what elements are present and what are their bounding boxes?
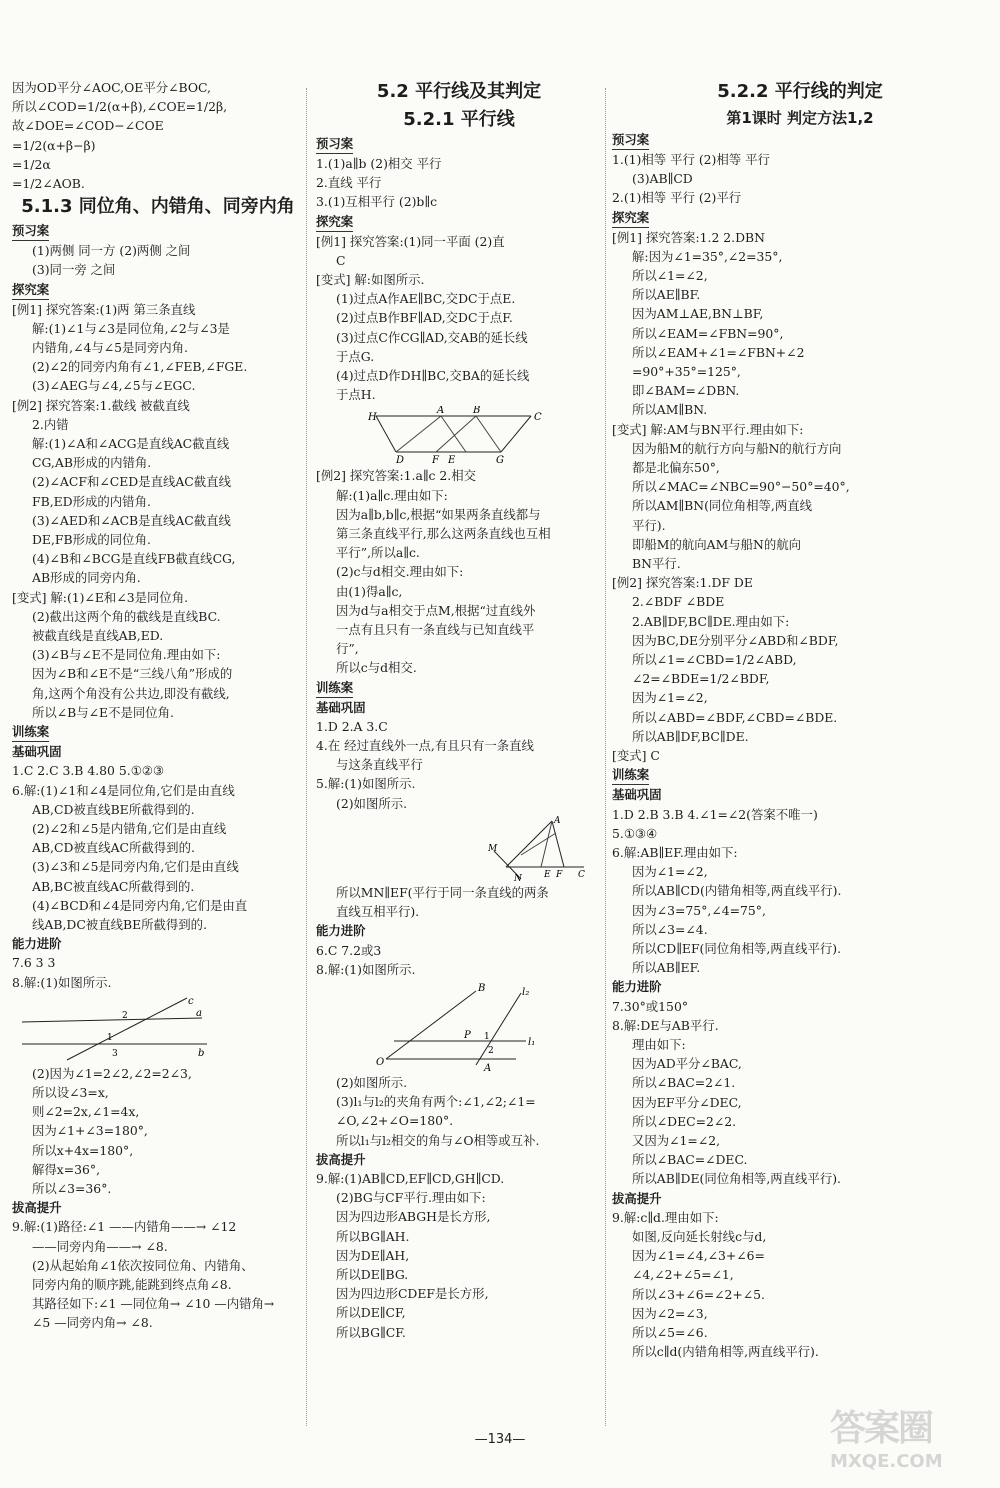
text-line: ∠4,∠2+∠5=∠1, [632,1267,734,1283]
text-line: (2)c与d相交.理由如下: [336,564,464,580]
text-line: 基础巩固 [612,787,662,803]
svg-text:G: G [496,455,504,465]
text-line: 所以AE∥BF. [632,287,701,303]
text-line: 8.解:DE与AB平行. [612,1017,719,1033]
svg-text:N: N [514,873,522,881]
text-line: (4)∠BCD和∠4是同旁内角,它们是由直 [32,897,248,913]
text-line: 所以AM∥BN(同位角相等,两直线 [632,498,812,514]
text-line: 线AB,DC被直线BE所截得到的. [32,916,208,932]
text-line: 1.(1)a∥b (2)相交 平行 [316,156,442,171]
text-line: 因为BC,DE分别平分∠ABD和∠BDF, [632,632,839,648]
text-line: 基础巩固 [12,744,62,760]
text-line: 2.(1)相等 平行 (2)平行 [612,190,742,206]
text-line: 因为∠3=75°,∠4=75°, [632,902,766,918]
text-line: 所以∠MAC=∠NBC=90°−50°=40°, [632,479,850,495]
text-line: 拔高提升 [612,1190,662,1206]
figure-intersecting-lines [12,994,212,1062]
svg-text:D: D [396,455,405,465]
section-tag: 探究案 [12,280,49,300]
text-line: 于点H. [336,387,376,403]
watermark-text: 答案圈 [830,1408,933,1449]
text-line: 所以∠BAC=2∠1. [632,1075,736,1091]
text-line: 所以∠1=∠CBD=1/2∠ABD, [632,652,797,668]
text-line: 即船M的航向AM与船N的航向 [632,536,802,552]
svg-text:F: F [432,455,439,465]
text-line: 由(1)得a∥c, [336,583,403,599]
text-line: =1/2∠AOB. [12,176,85,192]
text-line: 6.解:(1)∠1和∠4是同位角,它们是由直线 [12,782,235,798]
svg-text:A: A [437,406,445,417]
text-line: [例2] 探究答案:1.截线 被截直线 [12,397,190,413]
label-b: b [198,1047,205,1059]
text-line: [例2] 探究答案:1.a∥c 2.相交 [316,468,477,484]
text-line: (2)如图所示. [336,1074,408,1090]
text-line: 因为DE∥AH, [336,1247,410,1263]
text-line: 于点G. [336,348,375,364]
text-line: 行”, [336,641,359,657]
text-line: 所以∠BAC=∠DEC. [632,1152,748,1168]
svg-text:P: P [464,1029,471,1041]
text-line: 同旁内角的顺序跳,能跳到终点角∠8. [32,1276,232,1292]
text-line: 8.解:(1)如图所示. [12,974,112,990]
label-c: c [188,995,194,1007]
section-tag: 训练案 [316,678,353,698]
section-tag: 预习案 [12,221,49,241]
text-line: 则∠2=2x,∠1=4x, [32,1104,140,1120]
text-line: 拔高提升 [12,1200,62,1216]
text-line: 3.(1)互相平行 (2)b∥c [316,194,438,210]
text-line: 平行”,所以a∥c. [336,545,420,561]
text-line: 所以∠EAM+∠1=∠FBN+∠2 [632,344,805,360]
text-line: 所以∠5=∠6. [632,1324,708,1340]
text-line: 4.在 经过直线外一点,有且只有一条直线 [316,738,534,754]
svg-text:E: E [448,455,456,465]
svg-text:l₁: l₁ [528,1036,536,1048]
text-line: ∠5 —同旁内角→ ∠8. [32,1315,153,1331]
column-middle [316,78,602,1342]
svg-text:A: A [484,1062,492,1071]
text-line: (3)过点C作CG∥AD,交AB的延长线 [336,329,528,345]
text-line: 所以AB∥DE(同位角相等,两直线平行). [632,1171,841,1187]
text-line: (3)同一旁 之间 [32,262,116,278]
text-line: 所以MN∥EF(平行于同一条直线的两条 [336,884,549,900]
text-line: 因为∠1+∠3=180°, [32,1123,148,1139]
text-line: 因为AD平分∠BAC, [632,1056,742,1072]
text-line: 所以∠COD=1/2(α+β),∠COE=1/2β, [12,99,228,115]
text-line: [例1] 探究答案:(1)两 第三条直线 [12,301,196,317]
text-line: 解得x=36°, [32,1161,101,1177]
text-line: 所以AB∥CD(内错角相等,两直线平行). [632,883,842,899]
text-line: [例1] 探究答案:(1)同一平面 (2)直 [316,233,505,249]
text-line: (2)∠2和∠5是内错角,它们是由直线 [32,820,227,836]
text-line: 5.①③④ [612,825,658,841]
svg-text:1: 1 [484,1031,490,1042]
text-line: 解:因为∠1=35°,∠2=35°, [632,248,783,264]
svg-text:C: C [534,412,542,424]
text-line: 理由如下: [632,1036,686,1052]
text-line: 2.直线 平行 [316,175,382,191]
tag-row [612,130,988,150]
text-line: 1.D 2.A 3.C [316,718,388,734]
text-line: (2)∠ACF和∠CED是直线AC截直线 [32,474,231,490]
figure-triangle-parallels [316,815,586,881]
text-line: 8.解:(1)如图所示. [316,961,416,977]
section-title: 5.2.1 平行线 [403,109,515,130]
text-line: 因为四边形CDEF是长方形, [336,1286,489,1302]
text-line: 能力进阶 [612,979,662,995]
text-line: (3)l₁与l₂的夹角有两个:∠1,∠2;∠1= [336,1094,536,1110]
text-line: 因为四边形ABGH是长方形, [336,1209,491,1225]
text-line: 被截直线是直线AB,ED. [32,628,164,644]
label-3: 3 [112,1048,118,1059]
text-line: 所以∠DEC=2∠2. [632,1113,737,1129]
text-line: (1)两侧 同一方 (2)两侧 之间 [32,243,191,259]
label-a: a [196,1007,202,1019]
text-line: 所以BG∥CF. [336,1324,406,1340]
tag-row [12,722,304,742]
text-line: (2)如图所示. [336,795,408,811]
text-line: 所以∠EAM=∠FBN=90°, [632,325,784,341]
svg-text:E: E [544,869,551,880]
text-line: (2)过点B作BF∥AD,交DC于点F. [336,310,513,326]
text-line: [变式] 解:(1)∠E和∠3是同位角. [12,589,189,605]
text-line: 能力进阶 [316,923,366,939]
text-line: [例2] 探究答案:1.DF DE [612,575,753,591]
section-tag: 探究案 [612,208,649,228]
text-line: 所以∠1=∠2, [632,268,708,284]
text-line: =90°+35°=125°, [632,364,741,380]
label-2: 2 [122,1010,128,1021]
text-line: 1.D 2.B 3.B 4.∠1=∠2(答案不唯一) [612,806,818,822]
text-line: 所以CD∥EF(同位角相等,两直线平行). [632,940,842,956]
text-line: 所以AB∥EF. [632,960,701,976]
text-line: (2)因为∠1=2∠2,∠2=2∠3, [32,1065,192,1081]
section-title: 5.2.2 平行线的判定 [717,81,883,102]
text-line: 所以BG∥AH. [336,1228,410,1244]
text-line: 解:(1)∠A和∠ACG是直线AC截直线 [32,436,230,452]
text-line: (2)截出这两个角的截线是直线BC. [32,608,221,624]
text-line: 因为EF平分∠DEC, [632,1094,742,1110]
watermark-domain: MXQE.COM [830,1451,943,1472]
section-title: 5.1.3 同位角、内错角、同旁内角 [21,196,295,218]
text-line: 1.(1)相等 平行 (2)相等 平行 [612,152,770,167]
text-line: 所以设∠3=x, [32,1084,109,1100]
text-line: 一点有且只有一条直线与已知直线平 [336,622,535,638]
text-line: 拔高提升 [316,1151,366,1167]
text-line: ∠2=∠BDE=1/2∠BDF, [632,671,770,687]
page-number: —134— [474,1432,526,1447]
text-line: 所以∠ABD=∠BDF,∠CBD=∠BDE. [632,709,838,725]
text-line: 能力进阶 [12,936,62,952]
text-line: 6.解:AB∥EF.理由如下: [612,844,738,860]
text-line: 所以∠3+∠6=∠2+∠5. [632,1286,765,1302]
text-line: 因为∠1=∠2, [632,864,708,880]
text-line: [例1] 探究答案:1.2 2.DBN [612,229,765,245]
text-line: (3)∠AEG与∠4,∠5与∠EGC. [32,378,196,394]
text-line: =1/2(α+β−β) [12,137,96,153]
figure-trapezoid-parallels [316,406,576,464]
text-line: (2)BG与CF平行.理由如下: [336,1190,486,1206]
text-line: 所以AM∥BN. [632,402,708,418]
text-line: AB,CD被直线AC所截得到的. [32,840,195,856]
text-line: (4)过点D作DH∥BC,交BA的延长线 [336,368,530,384]
svg-text:C: C [578,869,585,880]
text-line: 解:(1)a∥c.理由如下: [336,487,448,503]
svg-text:F: F [556,869,563,880]
text-line: 所以c与d相交. [336,660,417,676]
text-line: 因为∠1=∠2, [632,690,708,706]
column-divider [306,88,307,1426]
tag-row [316,134,602,154]
figure-angle-lines [316,981,556,1071]
tag-row [612,765,988,785]
text-line: 所以x+4x=180°, [32,1142,134,1158]
text-line: 5.解:(1)如图所示. [316,776,416,792]
text-line: 角,这两个角没有公共边,即没有截线, [32,685,230,701]
text-line: (3)∠B与∠E不是同位角.理由如下: [32,647,221,663]
section-tag: 预习案 [316,134,353,154]
text-line: (4)∠B和∠BCG是直线FB截直线CG, [32,551,236,567]
text-line: [变式] C [612,748,660,764]
text-line: 内错角,∠4与∠5是同旁内角. [32,340,188,356]
text-line: (1)过点A作AE∥BC,交DC于点E. [336,291,516,307]
section-tag: 训练案 [612,765,649,785]
text-line: 即∠BAM=∠DBN. [632,383,740,399]
text-line: 2.∠BDF ∠BDE [632,594,725,610]
text-line: 如图,反向延长射线c与d, [632,1228,767,1244]
text-line: 所以∠3=∠4. [632,921,708,937]
label-1: 1 [107,1032,113,1043]
text-line: (2)∠2的同旁内角有∠1,∠FEB,∠FGE. [32,359,248,375]
text-line: (3)AB∥CD [632,171,693,187]
text-line: 第三条直线平行,那么这两条直线也互相 [336,526,551,542]
svg-text:B: B [473,406,481,417]
text-line: 2.内错 [32,416,69,432]
text-line: 2.AB∥DF,BC∥DE.理由如下: [632,613,790,629]
text-line: 所以DE∥BG. [336,1266,409,1282]
text-line: 9.解:(1)路径:∠1 ——内错角——→ ∠12 [12,1219,237,1235]
svg-text:H: H [368,412,377,424]
svg-text:O: O [376,1056,385,1068]
svg-text:l₂: l₂ [522,986,530,998]
tag-row [316,212,602,232]
text-line: ∠O,∠2+∠O=180°. [336,1113,454,1129]
text-line: 因为∠1=∠4,∠3+∠6= [632,1248,765,1264]
text-line: 1.C 2.C 3.B 4.80 5.①②③ [12,763,165,779]
text-line: C [336,252,346,268]
text-line: (3)∠3和∠5是同旁内角,它们是由直线 [32,859,239,875]
text-line: DE,FB形成的同位角. [32,532,151,548]
text-line: BN平行. [632,556,681,572]
text-line: 因为∠2=∠3, [632,1305,708,1321]
column-right [612,78,988,1361]
svg-text:2: 2 [488,1045,494,1056]
text-line: 所以c∥d(内错角相等,两直线平行). [632,1344,819,1360]
text-line: (2)从起始角∠1依次按同位角、内错角、 [32,1257,254,1273]
text-line: CG,AB形成的内错角. [32,455,152,471]
section-tag: 预习案 [612,130,649,150]
text-line: 又因为∠1=∠2, [632,1132,721,1148]
text-line: 直线互相平行). [336,904,420,920]
text-line: 都是北偏东50°, [632,460,720,476]
section-tag: 探究案 [316,212,353,232]
text-line: 6.C 7.2或3 [316,942,382,958]
text-line: AB形成的同旁内角. [32,570,141,586]
text-line: AB,CD被直线BE所截得到的. [32,801,195,817]
text-line: (3)∠AED和∠ACB是直线AC截直线 [32,512,231,528]
tag-row [12,280,304,300]
svg-text:B: B [478,982,486,994]
text-line: 7.6 3 3 [12,955,56,971]
svg-text:M: M [488,843,498,854]
watermark-logo [830,1400,990,1478]
tag-row [612,208,988,228]
text-line: 解:(1)∠1与∠3是同位角,∠2与∠3是 [32,320,230,336]
text-line: 因为a∥b,b∥c,根据“如果两条直线都与 [336,506,541,522]
column-left [12,78,304,1333]
text-line: 所以∠B与∠E不是同位角. [32,704,174,720]
column-divider [605,88,606,1426]
text-line: AB,BC被直线AC所截得到的. [32,878,195,894]
text-line: 因为AM⊥AE,BN⊥BF, [632,306,764,322]
text-line: 9.解:c∥d.理由如下: [612,1209,719,1225]
text-line: [变式] 解:如图所示. [316,272,425,288]
text-line: 所以l₁与l₂相交的角与∠O相等或互补. [336,1132,540,1148]
text-line: 其路径如下:∠1 —同位角→ ∠10 —内错角→ [32,1296,275,1312]
text-line: 所以AB∥DF,BC∥DE. [632,728,749,744]
text-line: 因为船M的航行方向与船N的航行方向 [632,440,842,456]
text-line: 基础巩固 [316,699,366,715]
tag-row [316,678,602,698]
text-line: 因为d与a相交于点M,根据“过直线外 [336,602,536,618]
text-line: 平行). [632,517,666,533]
text-line: 所以∠3=36°. [32,1180,112,1196]
text-line: FB,ED形成的内错角. [32,493,151,509]
text-line: =1/2α [12,156,51,172]
text-line: 7.30°或150° [612,998,689,1014]
lesson-title: 第1课时 判定方法1,2 [726,109,874,127]
text-line: 因为∠B和∠E不是“三线八角”形成的 [32,666,233,682]
text-line: [变式] 解:AM与BN平行.理由如下: [612,421,804,437]
text-line: 所以DE∥CF, [336,1305,406,1321]
svg-text:A: A [554,815,561,826]
section-title: 5.2 平行线及其判定 [376,81,542,102]
section-tag: 训练案 [12,722,49,742]
tag-row [12,221,304,241]
text-line: 故∠DOE=∠COD−∠COE [12,118,164,134]
text-line: ——同旁内角——→ ∠8. [32,1238,168,1254]
text-line: 9.解:(1)AB∥CD,EF∥CD,GH∥CD. [316,1170,505,1186]
text-line: 因为OD平分∠AOC,OE平分∠BOC, [12,80,211,95]
text-line: 与这条直线平行 [336,757,423,773]
